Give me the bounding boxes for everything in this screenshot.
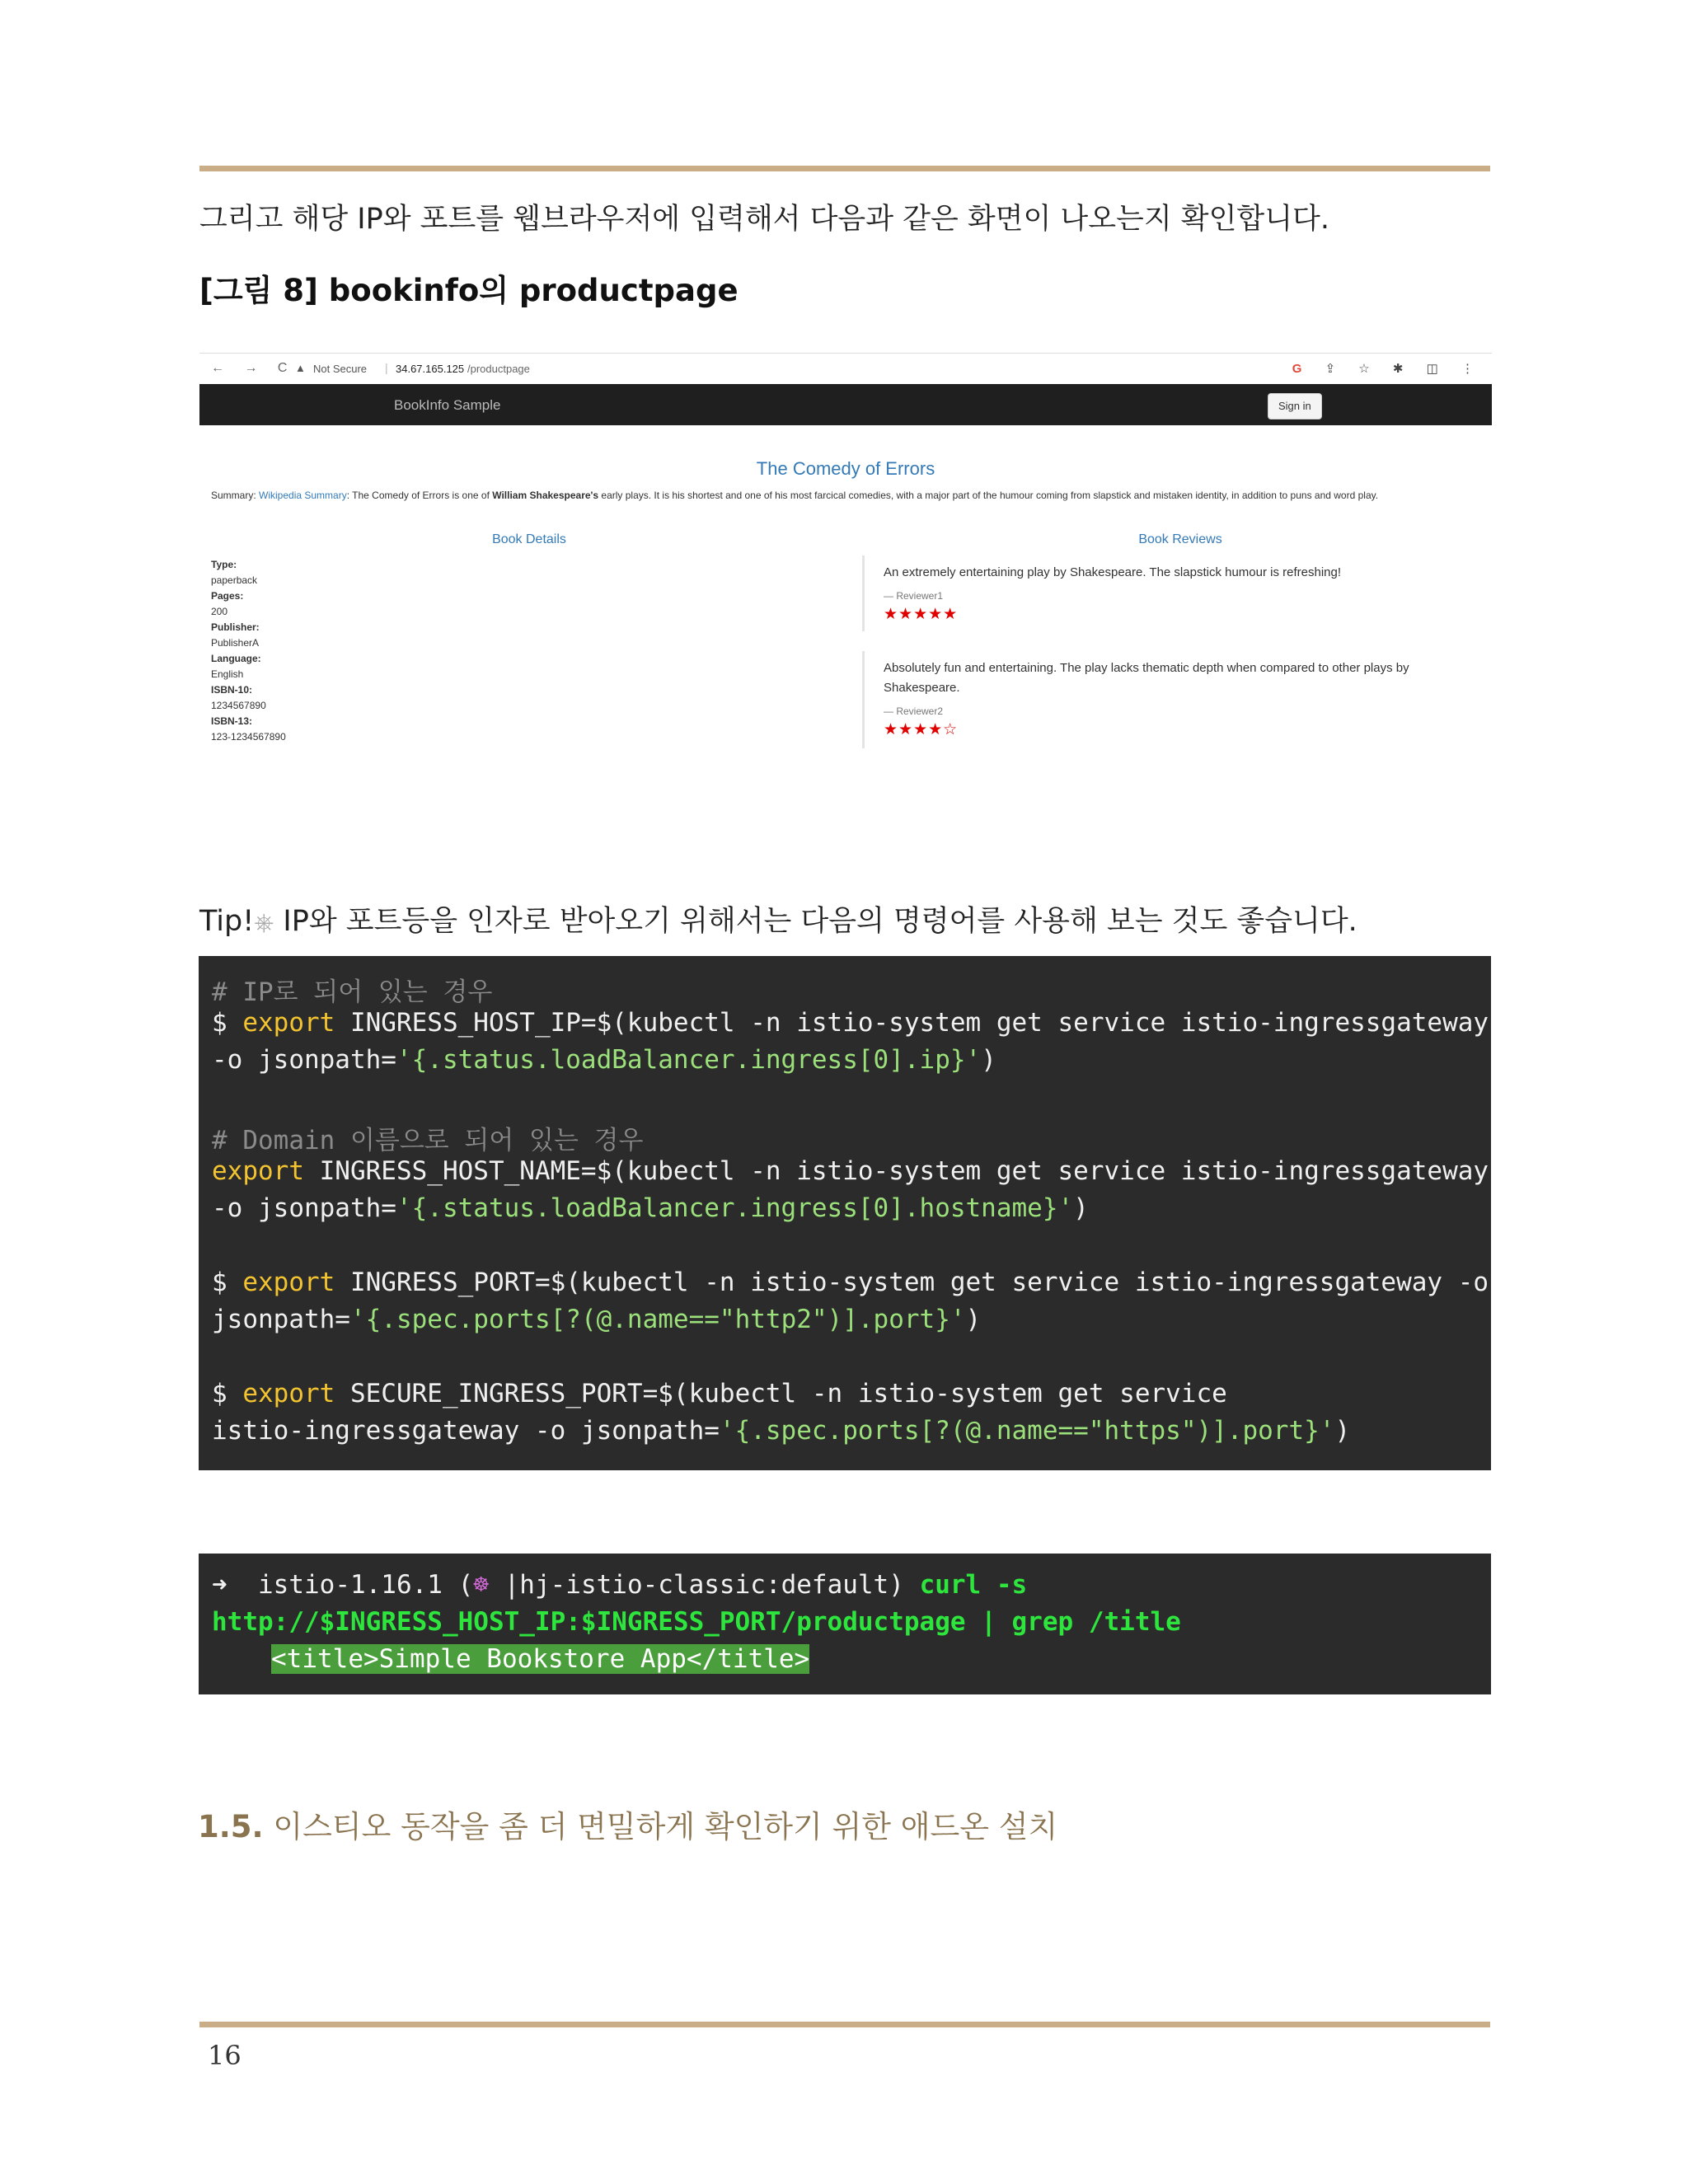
code-line: $ export SECURE_INGRESS_PORT=$(kubectl -n istio-system get service <box>212 1379 1227 1408</box>
book-title: The Comedy of Errors <box>756 458 935 479</box>
code-line: istio-ingressgateway -o jsonpath='{.spec.ports[?(@.name=="https")].port}') <box>212 1416 1351 1446</box>
address-path: /productpage <box>467 363 530 375</box>
review-text: Absolutely fun and entertaining. The play lacks thematic depth when compared to other plays by Shakespeare. <box>884 661 1409 695</box>
code-comment: # Domain 이름으로 되어 있는 경우 <box>212 1126 644 1155</box>
detail-value: paperback <box>211 574 258 586</box>
code-line: -o jsonpath='{.status.loadBalancer.ingress[0].hostname}') <box>212 1193 1089 1223</box>
detail-value: 123-1234567890 <box>211 731 286 743</box>
bookinfo-navbar <box>199 384 1492 425</box>
review-divider <box>862 651 865 748</box>
summary-author: William Shakespeare's <box>492 490 599 501</box>
browser-toolbar <box>199 353 1492 385</box>
code-block-export-vars <box>199 956 1491 1470</box>
top-rule <box>199 166 1490 171</box>
detail-key: Language: <box>211 653 261 664</box>
detail-key: ISBN-13: <box>211 715 253 727</box>
navbar-brand[interactable]: BookInfo Sample <box>394 397 501 413</box>
bookinfo-screenshot <box>199 353 1492 762</box>
detail-key: Type: <box>211 559 237 570</box>
review-divider <box>862 555 865 631</box>
detail-value: PublisherA <box>211 637 260 649</box>
code-line: http://$INGRESS_HOST_IP:$INGRESS_PORT/productpage | grep /title <box>212 1607 1181 1637</box>
not-secure-label: Not Secure <box>313 363 368 375</box>
tip-text: IP와 포트등을 인자로 받아오기 위해서는 다음의 명령어를 사용해 보는 것도 좋습니다. <box>274 905 1357 938</box>
reviewer-name: — Reviewer1 <box>884 590 944 602</box>
helm-wheel-icon: ⎈ <box>254 908 274 937</box>
review-text: An extremely entertaining play by Shakespeare. The slapstick humour is refreshing! <box>884 565 1342 579</box>
address-bar[interactable] <box>280 359 1467 380</box>
detail-value: English <box>211 668 244 680</box>
browser-nav-icons[interactable]: ← → C <box>211 361 296 375</box>
tip-paragraph <box>199 898 1357 940</box>
address-separator: | <box>385 361 388 374</box>
code-line: export INGRESS_HOST_NAME=$(kubectl -n istio-system get service istio-ingressgateway <box>212 1156 1489 1186</box>
intro-paragraph: 그리고 해당 IP와 포트를 웹브라우저에 입력해서 다음과 같은 화면이 나오는지 확인합니다. <box>199 203 1329 236</box>
star-rating: ★★★★★ <box>884 606 959 623</box>
detail-value: 200 <box>211 606 228 617</box>
book-summary <box>211 487 1480 504</box>
google-icon[interactable]: G <box>1292 362 1312 376</box>
page-number: 16 <box>208 2040 241 2071</box>
book-details-header: Book Details <box>492 532 566 546</box>
tip-prefix: Tip! <box>199 905 255 938</box>
section-title: 이스티오 동작을 좀 더 면밀하게 확인하기 위한 애드온 설치 <box>263 1809 1058 1844</box>
section-number: 1.5. <box>198 1809 264 1844</box>
kubernetes-icon: ☸ <box>473 1570 489 1600</box>
sign-in-button[interactable]: Sign in <box>1268 393 1322 419</box>
summary-label: Summary: <box>211 490 260 501</box>
toolbar-icons[interactable] <box>1292 361 1484 376</box>
code-comment: # IP로 되어 있는 경우 <box>212 977 493 1007</box>
code-line: $ export INGRESS_PORT=$(kubectl -n istio-system get service istio-ingressgateway -o <box>212 1268 1489 1297</box>
star-rating: ★★★★☆ <box>884 721 959 738</box>
detail-value: 1234567890 <box>211 700 266 711</box>
code-line: jsonpath='{.spec.ports[?(@.name=="http2")].port}') <box>212 1305 982 1334</box>
review-2 <box>884 658 1477 739</box>
summary-text-1: : The Comedy of Errors is one of <box>346 490 493 501</box>
book-details <box>211 557 286 745</box>
detail-key: ISBN-10: <box>211 684 253 696</box>
review-1 <box>884 563 1477 624</box>
summary-text-2: early plays. It is his shortest and one of his most farcical comedies, with a major part of the humour coming from slapstick and mistaken identity, in addition to puns and word play. <box>598 490 1379 501</box>
bottom-rule <box>199 2022 1490 2027</box>
book-reviews-header: Book Reviews <box>1138 532 1222 546</box>
code-line: $ export INGRESS_HOST_IP=$(kubectl -n istio-system get service istio-ingressgateway <box>212 1008 1489 1038</box>
code-block-curl <box>199 1554 1491 1694</box>
figure-caption: [그림 8] bookinfo의 productpage <box>199 273 738 308</box>
code-line: ➜ istio-1.16.1 (☸ |hj-istio-classic:default) curl -s <box>212 1570 1028 1600</box>
detail-key: Publisher: <box>211 621 260 633</box>
detail-key: Pages: <box>211 590 244 602</box>
section-heading <box>198 1802 1057 1846</box>
extension-icons[interactable]: ⇪ ☆ ✱ ◫ ⋮ <box>1325 362 1484 376</box>
code-output: <title>Simple Bookstore App</title> <box>271 1644 810 1674</box>
code-line: -o jsonpath='{.status.loadBalancer.ingress[0].ip}') <box>212 1045 996 1075</box>
reviewer-name: — Reviewer2 <box>884 705 944 717</box>
address-host: 34.67.165.125 <box>396 363 465 375</box>
warning-icon: ▲ <box>295 362 306 374</box>
wikipedia-summary-link[interactable]: Wikipedia Summary <box>259 490 347 501</box>
prompt-arrow-icon: ➜ <box>212 1570 227 1600</box>
